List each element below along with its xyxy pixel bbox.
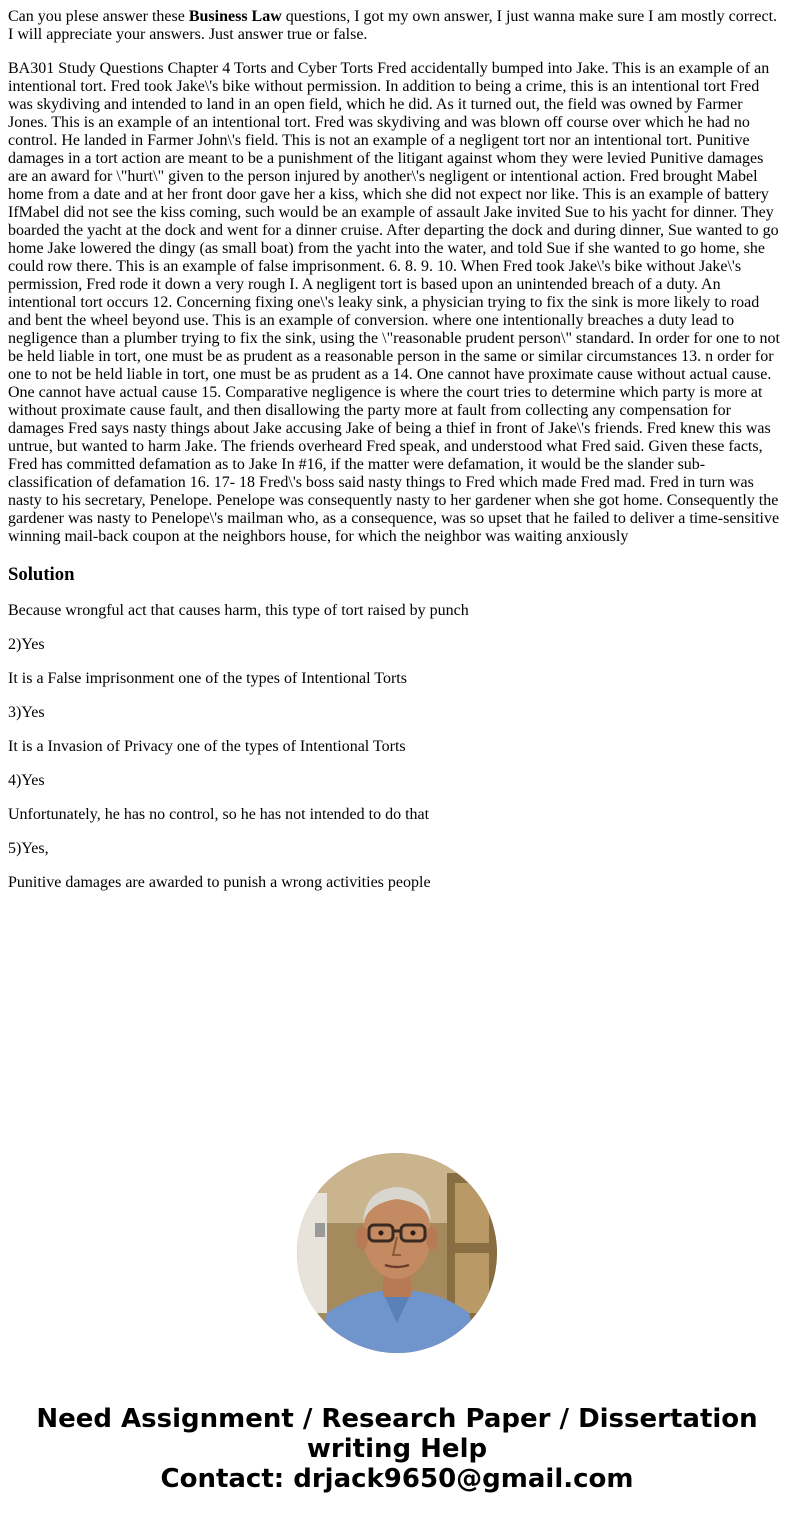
document-content [8,0,786,908]
solution-paragraph: 5)Yes, [8,840,49,857]
solution-paragraph: It is a Invasion of Privacy one of the types of Intentional Torts [8,738,406,755]
footer-contact-line: Contact: drjack9650@gmail.com [160,1464,634,1494]
avatar [297,1153,497,1353]
footer-line: writing Help [306,1434,488,1464]
contact-footer [0,1404,794,1494]
footer-line: Need Assignment / Research Paper / Dissertation [36,1404,758,1434]
solution-paragraph: Unfortunately, he has no control, so he has not intended to do that [8,806,430,823]
solution-paragraph: Punitive damages are awarded to punish a wrong activities people [8,874,431,891]
question-body: BA301 Study Questions Chapter 4 Torts and Cyber Torts Fred accidentally bumped into Jake. This is an example of an intentional tort. Fred took Jake\'s bike without permission. In addition to being a crime, this is an intentional tort Fred was skydiving and intended to land in an open field, which he did. As it turned out, the field was owned by Farmer Jones. This is an example of an intentional tort. Fred was skydiving and was blown off course over which he had no control. He landed in Farmer John\'s field. This is not an example of a negligent tort nor an intentional tort. Punitive damages in a tort action are meant to be a punishment of the litigant against whom they were levied Punitive damages are an award for \"hurt\" given to the person injured by another\'s negligent or intentional action. Fred brought Mabel home from a date and at her front door gave her a kiss, which she did not expect nor like. This is an example of battery IfMabel did not see the kiss coming, such would be an example of assault Jake invited Sue to his yacht for dinner. They boarded the yacht at the dock and went for a dinner cruise. After departing the dock and during dinner, Sue wanted to go home Jake lowered the dingy (as small boat) from the yacht into the water, and told Sue if she wanted to go home, she could row there. This is an example of false imprisonment. 6. 8. 9. 10. When Fred took Jake\'s bike without Jake\'s permission, Fred rode it down a very rough I. A negligent tort is based upon an unintended breach of a duty. An intentional tort occurs 12. Concerning fixing one\'s leaky sink, a physician trying to fix the sink is more likely to road and bent the wheel beyond use. This is an example of conversion. where one intentionally breaches a duty lead to negligence than a plumber trying to fix the sink, using the \"reasonable prudent person\" standard. In order for one to not be held liable in tort, one must be as prudent as a reasonable person in the same or similar circumstances 13. n order for one to not be held liable in tort, one must be as prudent as a 14. One cannot have proximate cause without actual cause. One cannot have actual cause 15. Comparative negligence is where the court tries to determine which party is more at without proximate cause fault, and then disallowing the party more at fault from collecting any compensation for damages Fred says nasty things about Jake accusing Jake of being a thief in front of Jake\'s friends. Fred knew this was untrue, but wanted to harm Jake. The friends overheard Fred speak, and understood what Fred said. Given these facts, Fred has committed defamation as to Jake In #16, if the matter were defamation, it would be the slander sub-classification of defamation 16. 17- 18 Fred\'s boss said nasty things to Fred which made Fred mad. Fred in turn was nasty to his secretary, Penelope. Penelope was consequently nasty to her gardener when she got home. Consequently the gardener was nasty to Penelope\'s mailman who, as a consequence, was so upset that he failed to deliver a time-sensitive winning mail-back coupon at the neighbors house, for which the neighbor was waiting anxiously [8,60,780,545]
intro-text: Can you plese answer these [8,8,189,25]
question-intro [8,8,786,44]
solution-paragraph: Because wrongful act that causes harm, this type of tort raised by punch [8,602,469,619]
solution-paragraph: 2)Yes [8,636,45,653]
solution-paragraph: 4)Yes [8,772,45,789]
avatar-portrait-icon [297,1153,497,1353]
intro-bold-subject: Business Law [188,8,282,25]
solution-paragraph: It is a False imprisonment one of the types of Intentional Torts [8,670,407,687]
solution-heading: Solution [8,564,75,585]
intro-text-continued: questions, I got my own answer, I just wanna make sure I am mostly correct. I will appreciate your answers. Just answer true or false. [8,8,778,43]
solution-paragraph: 3)Yes [8,704,45,721]
